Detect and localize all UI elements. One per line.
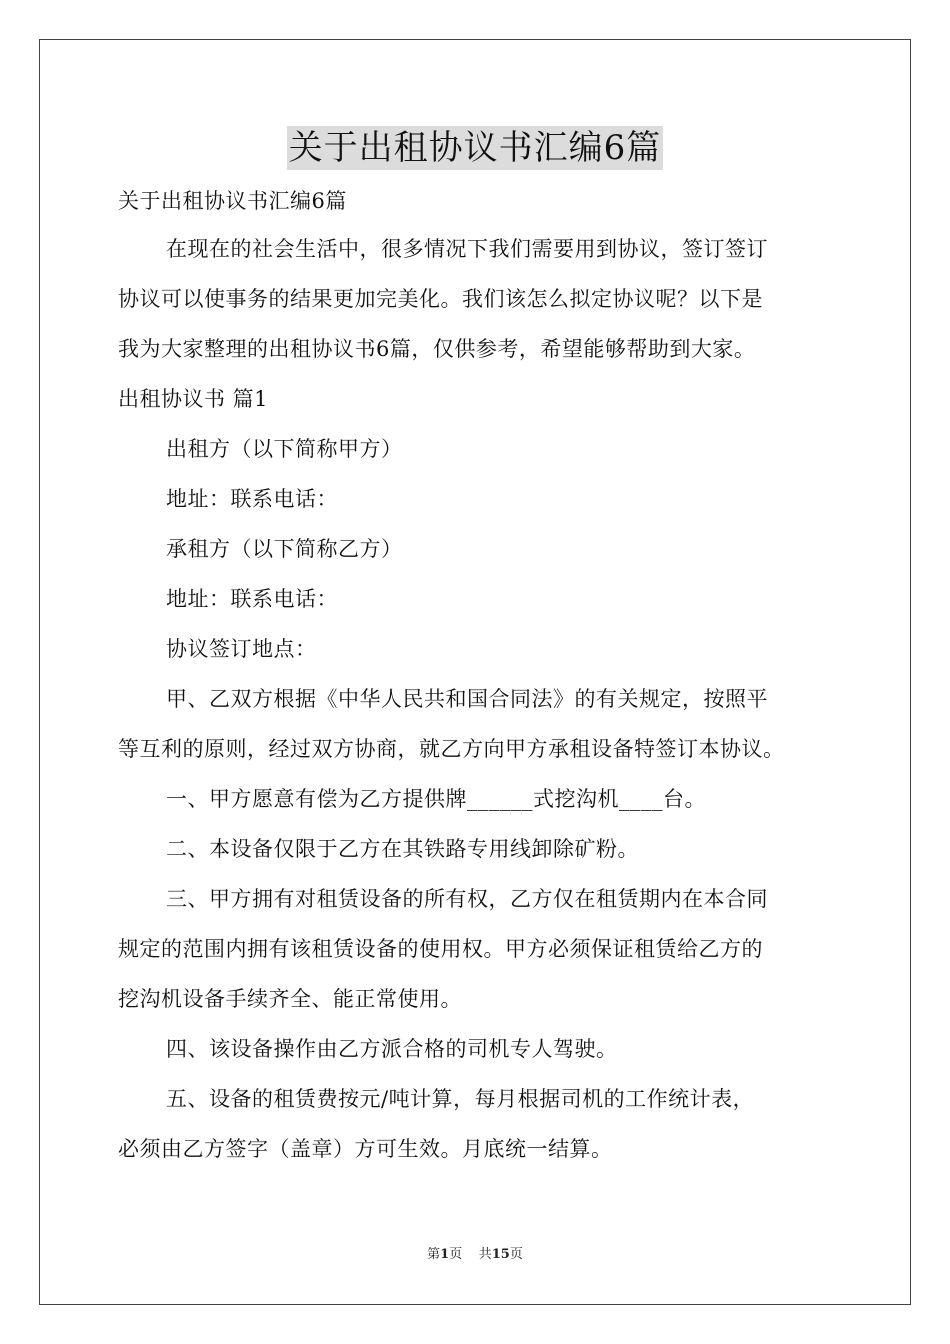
body-line: 出租协议书 篇1: [118, 387, 269, 411]
page-footer: [0, 1246, 950, 1264]
footer-page-suffix: 页: [449, 1247, 463, 1262]
body-line: 在现在的社会生活中，很多情况下我们需要用到协议，签订签订: [166, 237, 768, 261]
body-line: 四、该设备操作由乙方派合格的司机专人驾驶。: [166, 1037, 618, 1061]
document-title: 关于出租协议书汇编6篇: [288, 128, 662, 168]
body-line: 一、甲方愿意有偿为乙方提供牌______式挖沟机____台。: [166, 787, 706, 811]
footer-page-number: 1: [440, 1247, 450, 1262]
footer-total-prefix: 共: [478, 1247, 492, 1262]
body-line: 等互利的原则，经过双方协商，就乙方向甲方承租设备特签订本协议。: [118, 737, 785, 761]
body-line: 协议可以使事务的结果更加完美化。我们该怎么拟定协议呢？以下是: [118, 287, 763, 311]
body-line: 地址：联系电话：: [166, 487, 338, 511]
body-line: 甲、乙双方根据《中华人民共和国合同法》的有关规定，按照平: [166, 687, 768, 711]
body-line: 五、设备的租赁费按元/吨计算，每月根据司机的工作统计表，: [166, 1087, 755, 1111]
body-line: 地址：联系电话：: [166, 587, 338, 611]
body-line: 承租方（以下简称乙方）: [166, 537, 403, 561]
document-title-block: [0, 126, 950, 170]
body-line: 关于出租协议书汇编6篇: [118, 189, 347, 213]
body-line: 出租方（以下简称甲方）: [166, 437, 403, 461]
body-line: 三、甲方拥有对租赁设备的所有权，乙方仅在租赁期内在本合同: [166, 887, 768, 911]
body-line: 二、本设备仅限于乙方在其铁路专用线卸除矿粉。: [166, 837, 639, 861]
body-line: 规定的范围内拥有该租赁设备的使用权。甲方必须保证租赁给乙方的: [118, 937, 763, 961]
footer-total-suffix: 页: [509, 1247, 523, 1262]
body-line: 我为大家整理的出租协议书6篇，仅供参考，希望能够帮助到大家。: [118, 337, 756, 361]
body-line: 必须由乙方签字（盖章）方可生效。月底统一结算。: [118, 1137, 613, 1161]
footer-total-pages: 15: [491, 1247, 510, 1262]
footer-page-prefix: 第: [427, 1247, 441, 1262]
body-line: 挖沟机设备手续齐全、能正常使用。: [118, 987, 462, 1011]
body-line: 协议签订地点：: [166, 637, 317, 661]
